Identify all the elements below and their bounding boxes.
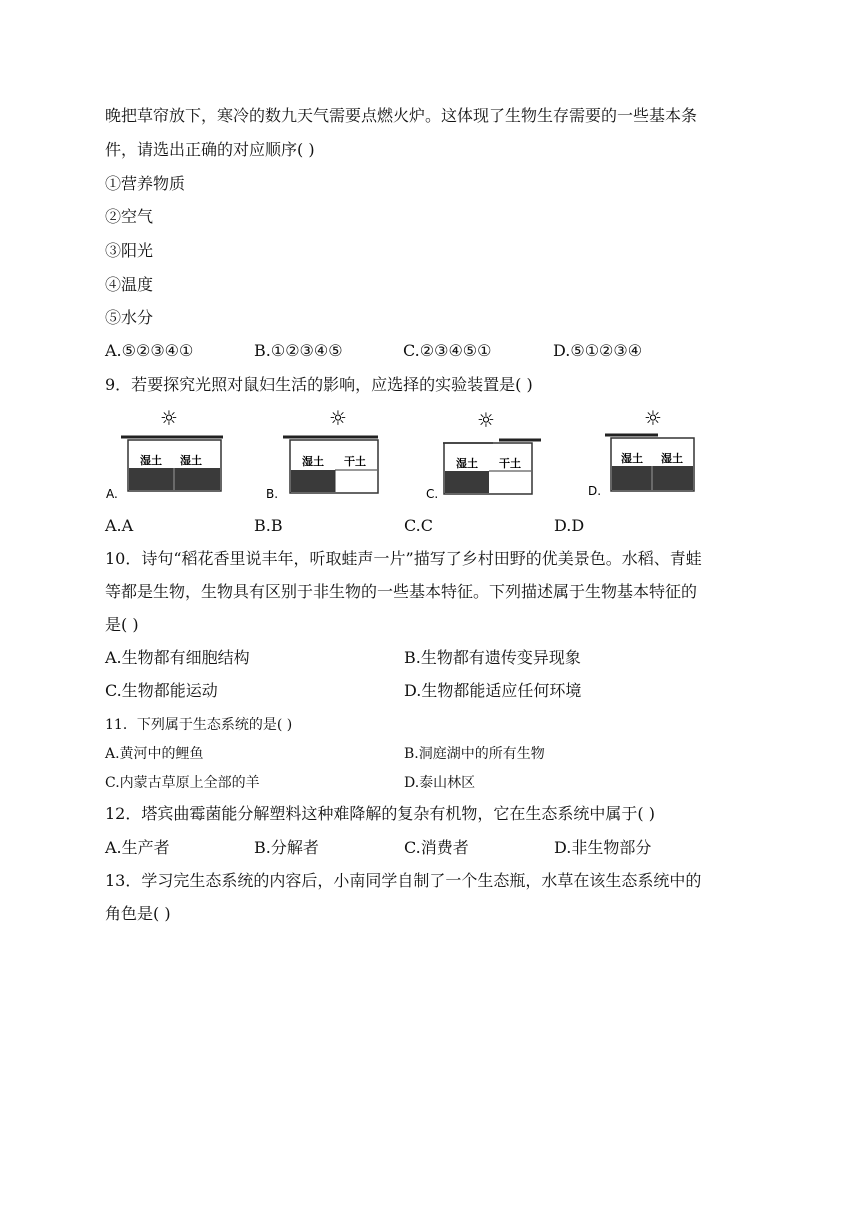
q9-figure-panel-c <box>423 405 548 503</box>
svg-text:干土: 干土 <box>499 457 521 470</box>
q8-option-b: B.①②③④⑤ <box>254 341 343 360</box>
q9-figure-panel-b <box>263 405 388 503</box>
sun-icon: ☼ <box>160 406 178 430</box>
q8-item-4: ④温度 <box>105 275 154 294</box>
q9-option-a: A.A <box>105 516 134 535</box>
q12-option-a: A.生产者 <box>105 838 170 857</box>
svg-text:湿土: 湿土 <box>621 452 643 465</box>
q9-stem: 9．若要探究光照对鼠妇生活的影响，应选择的实验装置是( ) <box>105 375 533 394</box>
q8-item-1: ①营养物质 <box>105 174 186 193</box>
q13-stem-line1: 13．学习完生态系统的内容后，小南同学自制了一个生态瓶，水草在该生态系统中的 <box>105 871 702 890</box>
sun-icon: ☼ <box>644 406 662 430</box>
q11-option-a: A.黄河中的鲤鱼 <box>105 746 204 762</box>
q10-stem-line3: 是( ) <box>105 615 139 634</box>
q9-figure-panel-d <box>583 405 708 503</box>
svg-text:D.: D. <box>588 484 602 498</box>
q9-option-c: C.C <box>404 516 433 535</box>
svg-text:干土: 干土 <box>344 455 366 468</box>
svg-text:湿土: 湿土 <box>661 452 683 465</box>
svg-text:湿土: 湿土 <box>140 454 162 467</box>
svg-text:C.: C. <box>426 487 439 501</box>
q9-option-d: D.D <box>554 516 585 535</box>
q10-stem-line1: 10．诗句“稻花香里说丰年，听取蛙声一片”描写了乡村田野的优美景色。水稻、青蛙 <box>105 549 702 568</box>
q8-option-d: D.⑤①②③④ <box>553 341 643 360</box>
q8-item-3: ③阳光 <box>105 241 154 260</box>
q10-option-a: A.生物都有细胞结构 <box>105 648 250 667</box>
q11-option-b: B.洞庭湖中的所有生物 <box>404 746 545 762</box>
q10-option-d: D.生物都能适应任何环境 <box>404 681 582 700</box>
q9-option-b: B.B <box>254 516 283 535</box>
q8-option-c: C.②③④⑤① <box>403 341 492 360</box>
q11-option-d: D.泰山林区 <box>404 775 476 791</box>
q12-stem: 12．塔宾曲霉菌能分解塑料这种难降解的复杂有机物，它在生态系统中属于( ) <box>105 804 655 823</box>
q8-stem-line2: 件，请选出正确的对应顺序( ) <box>105 140 315 159</box>
q9-figure-panel-a <box>103 405 228 503</box>
q12-option-c: C.消费者 <box>404 838 469 857</box>
q8-item-5: ⑤水分 <box>105 308 154 327</box>
svg-text:A.: A. <box>106 487 118 501</box>
svg-text:湿土: 湿土 <box>180 454 202 467</box>
q10-option-b: B.生物都有遗传变异现象 <box>404 648 581 667</box>
q12-option-d: D.非生物部分 <box>554 838 652 857</box>
q10-stem-line2: 等都是生物，生物具有区别于非生物的一些基本特征。下列描述属于生物基本特征的 <box>105 582 698 601</box>
svg-text:B.: B. <box>266 487 279 501</box>
q11-stem: 11．下列属于生态系统的是( ) <box>105 717 293 733</box>
svg-text:湿土: 湿土 <box>302 455 324 468</box>
svg-text:湿土: 湿土 <box>456 457 478 470</box>
q12-option-b: B.分解者 <box>254 838 319 857</box>
q8-item-2: ②空气 <box>105 207 154 226</box>
sun-icon: ☼ <box>329 406 347 430</box>
sun-icon: ☼ <box>477 408 495 432</box>
q8-stem-line1: 晚把草帘放下，寒冷的数九天气需要点燃火炉。这体现了生物生存需要的一些基本条 <box>105 106 698 125</box>
q8-option-a: A.⑤②③④① <box>105 341 194 360</box>
q11-option-c: C.内蒙古草原上全部的羊 <box>105 775 260 791</box>
q10-option-c: C.生物都能运动 <box>105 681 218 700</box>
q13-stem-line2: 角色是( ) <box>105 904 171 923</box>
